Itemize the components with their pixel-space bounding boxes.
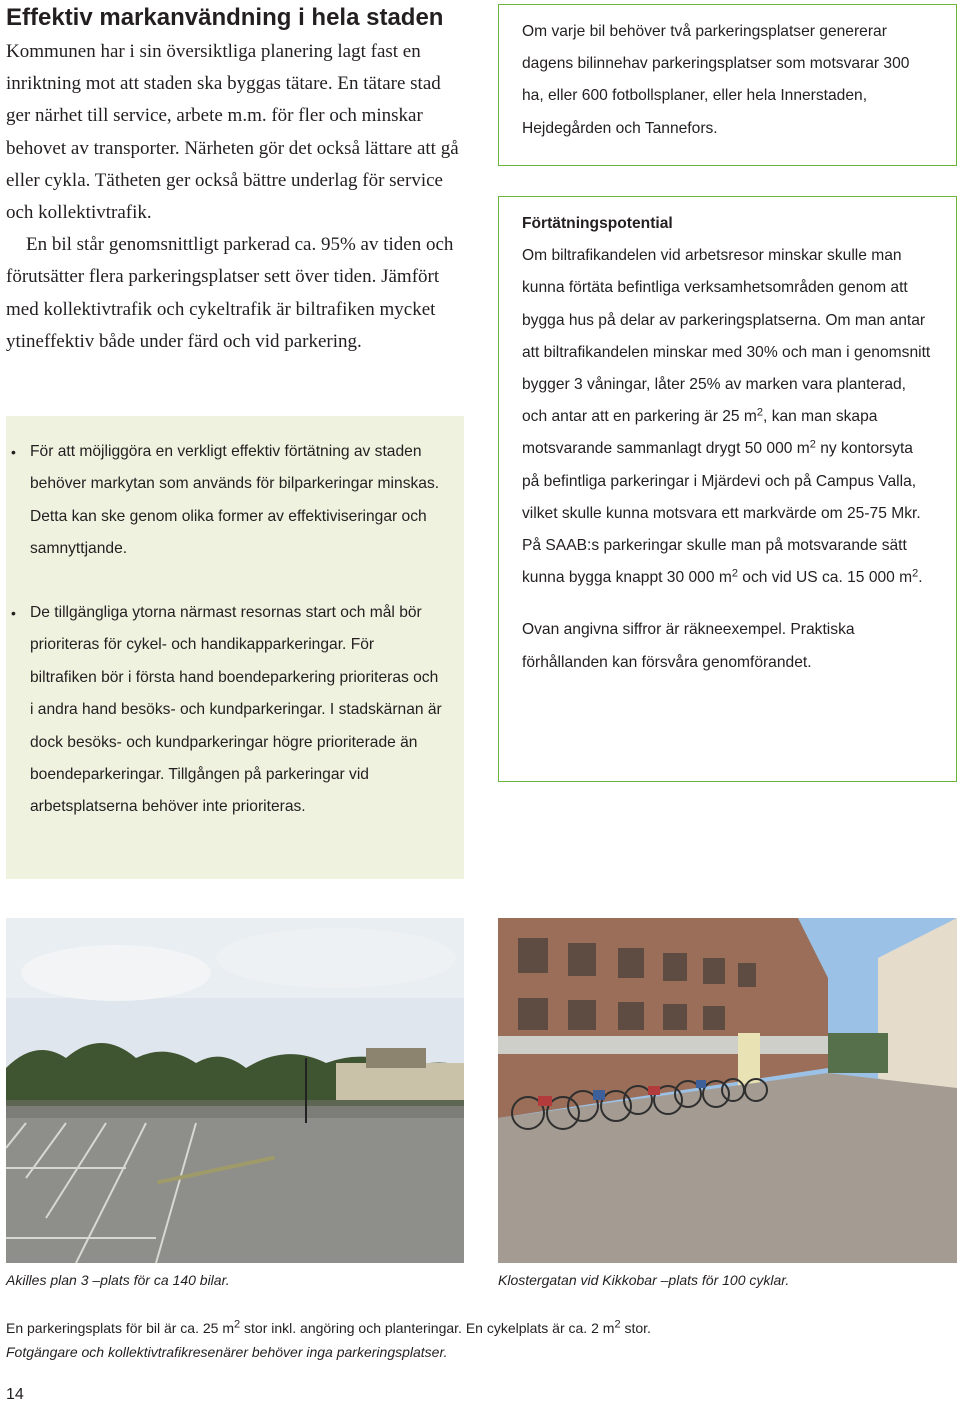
intro-text [6, 36, 466, 358]
page-number: 14 [6, 1386, 24, 1403]
bullet-item [11, 436, 445, 566]
parking-area-text: Om varje bil behöver två parkeringsplatser genererar dagens bilinnehav parkeringsplatser som motsvarar 300 ha, eller 600 fotbollsplaner, eller hela Innerstaden, Hejdegården och Tannefors. [522, 23, 910, 137]
densification-note: Ovan angivna siffror är räkneexempel. Praktiska förhållanden kan försvåra genomförandet. [522, 621, 855, 671]
bullet-text: De tillgängliga ytorna närmast resornas start och mål bör prioriteras för cykel- och handikapparkeringar. För biltrafiken bör i första hand boendeparkering prioriteras och i andra hand besöks- och kundparkeringar. I stadskärnan är dock besöks- och kundparkeringar högre prioriterade än boendeparkeringar. Tillgången på parkeringar vid arbetsplatserna behöver inte prioriteras. [30, 604, 442, 816]
bullet-text: För att möjliggöra en verkligt effektiv förtätning av staden behöver markytan som används för bilparkeringar minskas. Detta kan ske genom olika former av effektiviseringar och samnyttjande. [30, 443, 440, 558]
bike-parking-photo [498, 918, 957, 1263]
bike-parking-caption: Klostergatan vid Kikkobar –plats för 100 cyklar. [498, 1272, 790, 1288]
bullet-marker: • [11, 605, 16, 621]
recommendations-box [6, 416, 464, 879]
page-heading: Effektiv markanvändning i hela staden [6, 4, 444, 31]
intro-paragraph-1: Kommunen har i sin översiktliga planering lagt fast en inriktning mot att staden ska byggas tätare. En tätare stad ger närhet till service, arbete m.m. för fler och minskar behovet av transporter. Närheten gör det också lättare att gå eller cykla. Tätheten ger också bättre underlag för service och kollektivtrafik. [6, 41, 459, 224]
densification-box [498, 196, 957, 782]
densification-title: Förtätningspotential [522, 215, 673, 232]
footnote [6, 1317, 651, 1364]
parking-area-box [498, 4, 957, 166]
parking-lot-caption: Akilles plan 3 –plats för ca 140 bilar. [6, 1272, 230, 1288]
footnote-line-1: En parkeringsplats för bil är ca. 25 $m^2$ stor inkl. angöring och planteringar. En cykelplats är ca. 2 $m^2$ stor. [6, 1318, 651, 1336]
parking-lot-photo [6, 918, 464, 1263]
bullet-marker: • [11, 444, 16, 460]
bullet-item [11, 597, 445, 824]
intro-paragraph-2: En bil står genomsnittligt parkerad ca. 95% av tiden och förutsätter flera parkeringsplatser sett över tiden. Jämfört med kollektivtrafik och cykeltrafik är biltrafiken mycket ytineffektiv både under färd och vid parkering. [6, 234, 454, 352]
densification-paragraph: Om biltrafikandelen vid arbetsresor minskar skulle man kunna förtäta befintliga verksamhetsområden genom att bygga hus på delar av parkeringsplatserna. Om man antar att biltrafikandelen minskar med 30% och man i genomsnitt bygger 3 våningar, låter 25% av marken vara planterad, och antar att en parkering är 25 $m^2$, kan man skapa motsvarande sammanlagt drygt 50 000 $m^2$ ny kontorsyta på befintliga parkeringar i Mjärdevi och på Campus Valla, vilket skulle kunna motsvara ett markvärde om 25-75 Mkr. På SAAB:s parkeringar skulle man på motsvarande sätt kunna bygga knappt 30 000 $m^2$ och vid US ca. 15 000 $m^2$. [522, 247, 931, 587]
footnote-line-2: Fotgängare och kollektivtrafikresenärer behöver inga parkeringsplatser. [6, 1343, 448, 1360]
